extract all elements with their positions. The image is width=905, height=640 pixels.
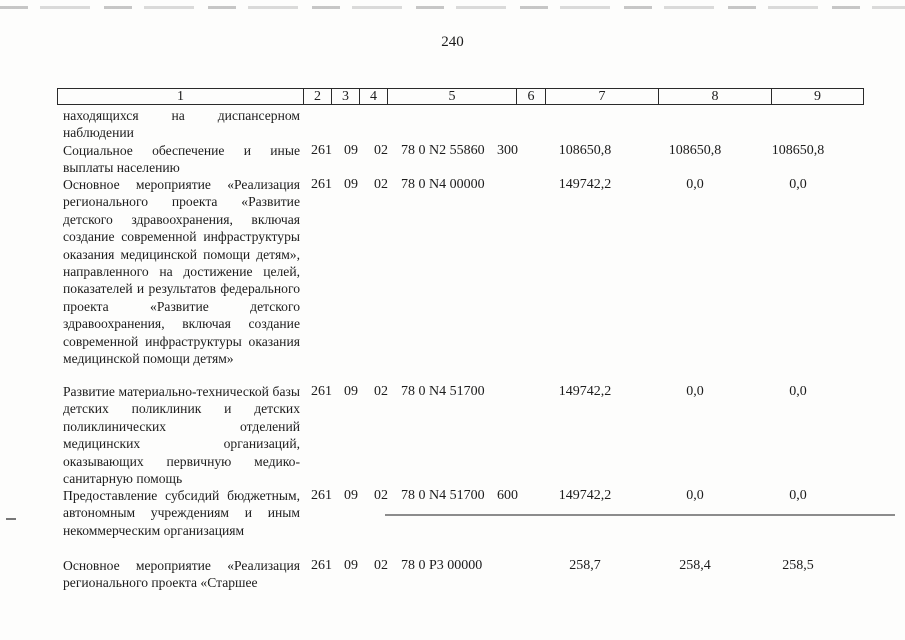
row-expense-type-code: 300	[497, 143, 518, 158]
header-col-3: 3	[332, 89, 360, 105]
row-section-code: 09	[344, 143, 358, 158]
header-col-7: 7	[546, 89, 659, 105]
row-subsection-code: 02	[374, 177, 388, 192]
row-description: Основное мероприятие «Реализация регионального проекта «Старшее	[63, 558, 300, 591]
row-description: находящихся на диспансерном наблюдении	[63, 108, 300, 141]
row-sum-col-9: 108650,8	[771, 143, 825, 158]
row-sum-col-9: 0,0	[789, 488, 807, 503]
row-sum-col-9: 0,0	[789, 384, 807, 399]
row-ved-code: 261	[311, 177, 332, 192]
header-col-5: 5	[388, 89, 517, 105]
row-sum-col-7: 149742,2	[558, 488, 612, 503]
row-sum-col-8: 0,0	[686, 488, 704, 503]
header-col-9: 9	[772, 89, 864, 105]
row-sum-col-7: 149742,2	[558, 384, 612, 399]
row-description: Предоставление субсидий бюджетным, автономным учреждениям и иным некоммерческим организациям	[63, 488, 300, 538]
row-sum-col-8: 108650,8	[668, 143, 722, 158]
row-sum-col-7: 258,7	[569, 558, 601, 573]
row-ved-code: 261	[311, 143, 332, 158]
row-target-item-code: 78 0 P3 00000	[401, 558, 483, 573]
header-col-1: 1	[58, 89, 304, 105]
row-expense-type-code: 600	[497, 488, 518, 503]
row-target-item-code: 78 0 N4 00000	[401, 177, 485, 192]
row-subsection-code: 02	[374, 384, 388, 399]
row-ved-code: 261	[311, 558, 332, 573]
row-sum-col-8: 258,4	[679, 558, 711, 573]
header-col-4: 4	[360, 89, 388, 105]
row-target-item-code: 78 0 N4 51700	[401, 488, 485, 503]
scan-artifact-top	[0, 6, 905, 9]
row-subsection-code: 02	[374, 143, 388, 158]
row-sum-col-9: 258,5	[782, 558, 814, 573]
row-ved-code: 261	[311, 384, 332, 399]
header-col-8: 8	[659, 89, 772, 105]
column-number-header	[57, 88, 864, 105]
row-target-item-code: 78 0 N4 51700	[401, 384, 485, 399]
scan-artifact-mark	[6, 518, 16, 520]
row-description: Развитие материально-технической базы детских поликлиник и детских поликлинических отделений медицинских организаций, оказывающих первичную медико-санитарную помощь	[63, 384, 300, 487]
row-section-code: 09	[344, 177, 358, 192]
row-section-code: 09	[344, 384, 358, 399]
header-col-6: 6	[517, 89, 546, 105]
row-sum-col-7: 108650,8	[558, 143, 612, 158]
page-number: 240	[441, 34, 464, 50]
scan-artifact-line	[385, 514, 895, 516]
row-sum-col-8: 0,0	[686, 177, 704, 192]
row-sum-col-7: 149742,2	[558, 177, 612, 192]
row-description: Основное мероприятие «Реализация регионального проекта «Развитие детского здравоохранения, включая создание современной инфраструктуры оказания медицинской помощи детям», направленного на достижение целей, показателей и результатов федерального проекта «Развитие детского здравоохранения, включая создание современной инфраструктуры оказания медицинской помощи детям»	[63, 177, 300, 367]
row-subsection-code: 02	[374, 488, 388, 503]
header-col-2: 2	[304, 89, 332, 105]
row-section-code: 09	[344, 488, 358, 503]
row-sum-col-8: 0,0	[686, 384, 704, 399]
row-section-code: 09	[344, 558, 358, 573]
row-target-item-code: 78 0 N2 55860	[401, 143, 485, 158]
row-sum-col-9: 0,0	[789, 177, 807, 192]
row-description: Социальное обеспечение и иные выплаты населению	[63, 143, 300, 176]
row-ved-code: 261	[311, 488, 332, 503]
row-subsection-code: 02	[374, 558, 388, 573]
